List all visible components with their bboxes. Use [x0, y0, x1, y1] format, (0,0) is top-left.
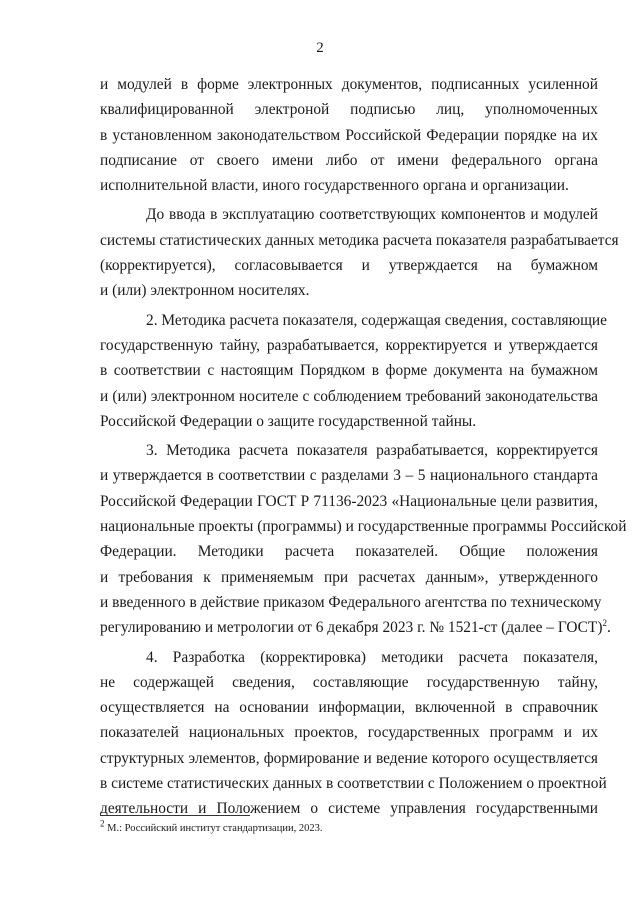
- paragraph-3: [100, 438, 627, 640]
- footnote-marker: 2: [100, 818, 105, 829]
- text-line: в установленном законодательством Российской Федерации порядке на их: [100, 126, 598, 144]
- paragraph-4: [100, 645, 607, 822]
- text-line: (корректируется), согласовывается и утверждается на бумажном: [100, 257, 598, 275]
- text-line: не содержащей сведения, составляющие государственную тайну,: [100, 673, 598, 691]
- footnote-ref: 2: [602, 618, 607, 629]
- text-line: квалифицированной электроной подписью лиц, уполномоченных: [100, 101, 598, 119]
- footnote: [100, 818, 598, 836]
- text-line: 2. Методика расчета показателя, содержащая сведения, составляющие: [146, 311, 607, 329]
- text-line: и введенного в действие приказом Федерального агентства по техническому: [100, 593, 602, 611]
- text-line-with-footnote: [100, 615, 611, 640]
- text-line: осуществляется на основании информации, включенной в справочник: [100, 699, 598, 717]
- text-line: Федерации. Методики расчета показателей. Общие положения: [100, 543, 598, 561]
- paragraph-2: [100, 308, 607, 434]
- text-line: государственную тайну, разрабатывается, корректируется и утверждается: [100, 336, 598, 354]
- paragraph-continuation: [100, 72, 598, 198]
- text-line: показателей национальных проектов, государственных программ и их: [100, 724, 598, 742]
- text-line: 3. Методика расчета показателя разрабатывается, корректируется: [146, 442, 598, 460]
- text-line: исполнительной власти, иного государственного органа и организации.: [100, 177, 569, 195]
- footnote-text: М.: Российский институт стандартизации, 2023.: [104, 823, 323, 834]
- text-line: и модулей в форме электронных документов, подписанных усиленной: [100, 76, 598, 93]
- text-line: и (или) электронном носителе с соблюдением требований законодательства: [100, 387, 598, 405]
- text-line: До ввода в эксплуатацию соответствующих компонентов и модулей: [146, 206, 598, 224]
- text-line: деятельности и Положением о системе управления государственными: [100, 800, 598, 818]
- page-number: 2: [316, 40, 324, 56]
- text-line-content: регулированию и метрологии от 6 декабря 2023 г. № 1521-ст (далее – ГОСТ): [100, 619, 603, 637]
- text-line: Российской Федерации о защите государственной тайны.: [100, 412, 477, 430]
- footnote-separator: [100, 815, 250, 816]
- text-line: структурных элементов, формирование и ведение которого осуществляется: [100, 749, 598, 767]
- text-line: подписание от своего имени либо от имени федерального органа: [100, 151, 598, 169]
- paragraph-before-commissioning: [100, 202, 619, 303]
- text-line: и требования к применяемым при расчетах данным», утвержденного: [100, 568, 598, 586]
- text-line: и (или) электронном носителях.: [100, 282, 310, 300]
- text-line: Российской Федерации ГОСТ Р 71136-2023 «Национальные цели развития,: [100, 492, 598, 510]
- text-line: и утверждается в соответствии с разделами 3 – 5 национального стандарта: [100, 467, 598, 485]
- text-line: национальные проекты (программы) и государственные программы Российской: [100, 518, 627, 536]
- sentence-end: .: [606, 619, 611, 637]
- text-line: в системе статистических данных в соответствии с Положением о проектной: [100, 775, 607, 793]
- text-line: системы статистических данных методика расчета показателя разрабатывается: [100, 231, 619, 249]
- body-text: [100, 72, 627, 822]
- text-line: в соответствии с настоящим Порядком в форме документа на бумажном: [100, 362, 598, 380]
- text-line: 4. Разработка (корректировка) методики расчета показателя,: [146, 648, 598, 666]
